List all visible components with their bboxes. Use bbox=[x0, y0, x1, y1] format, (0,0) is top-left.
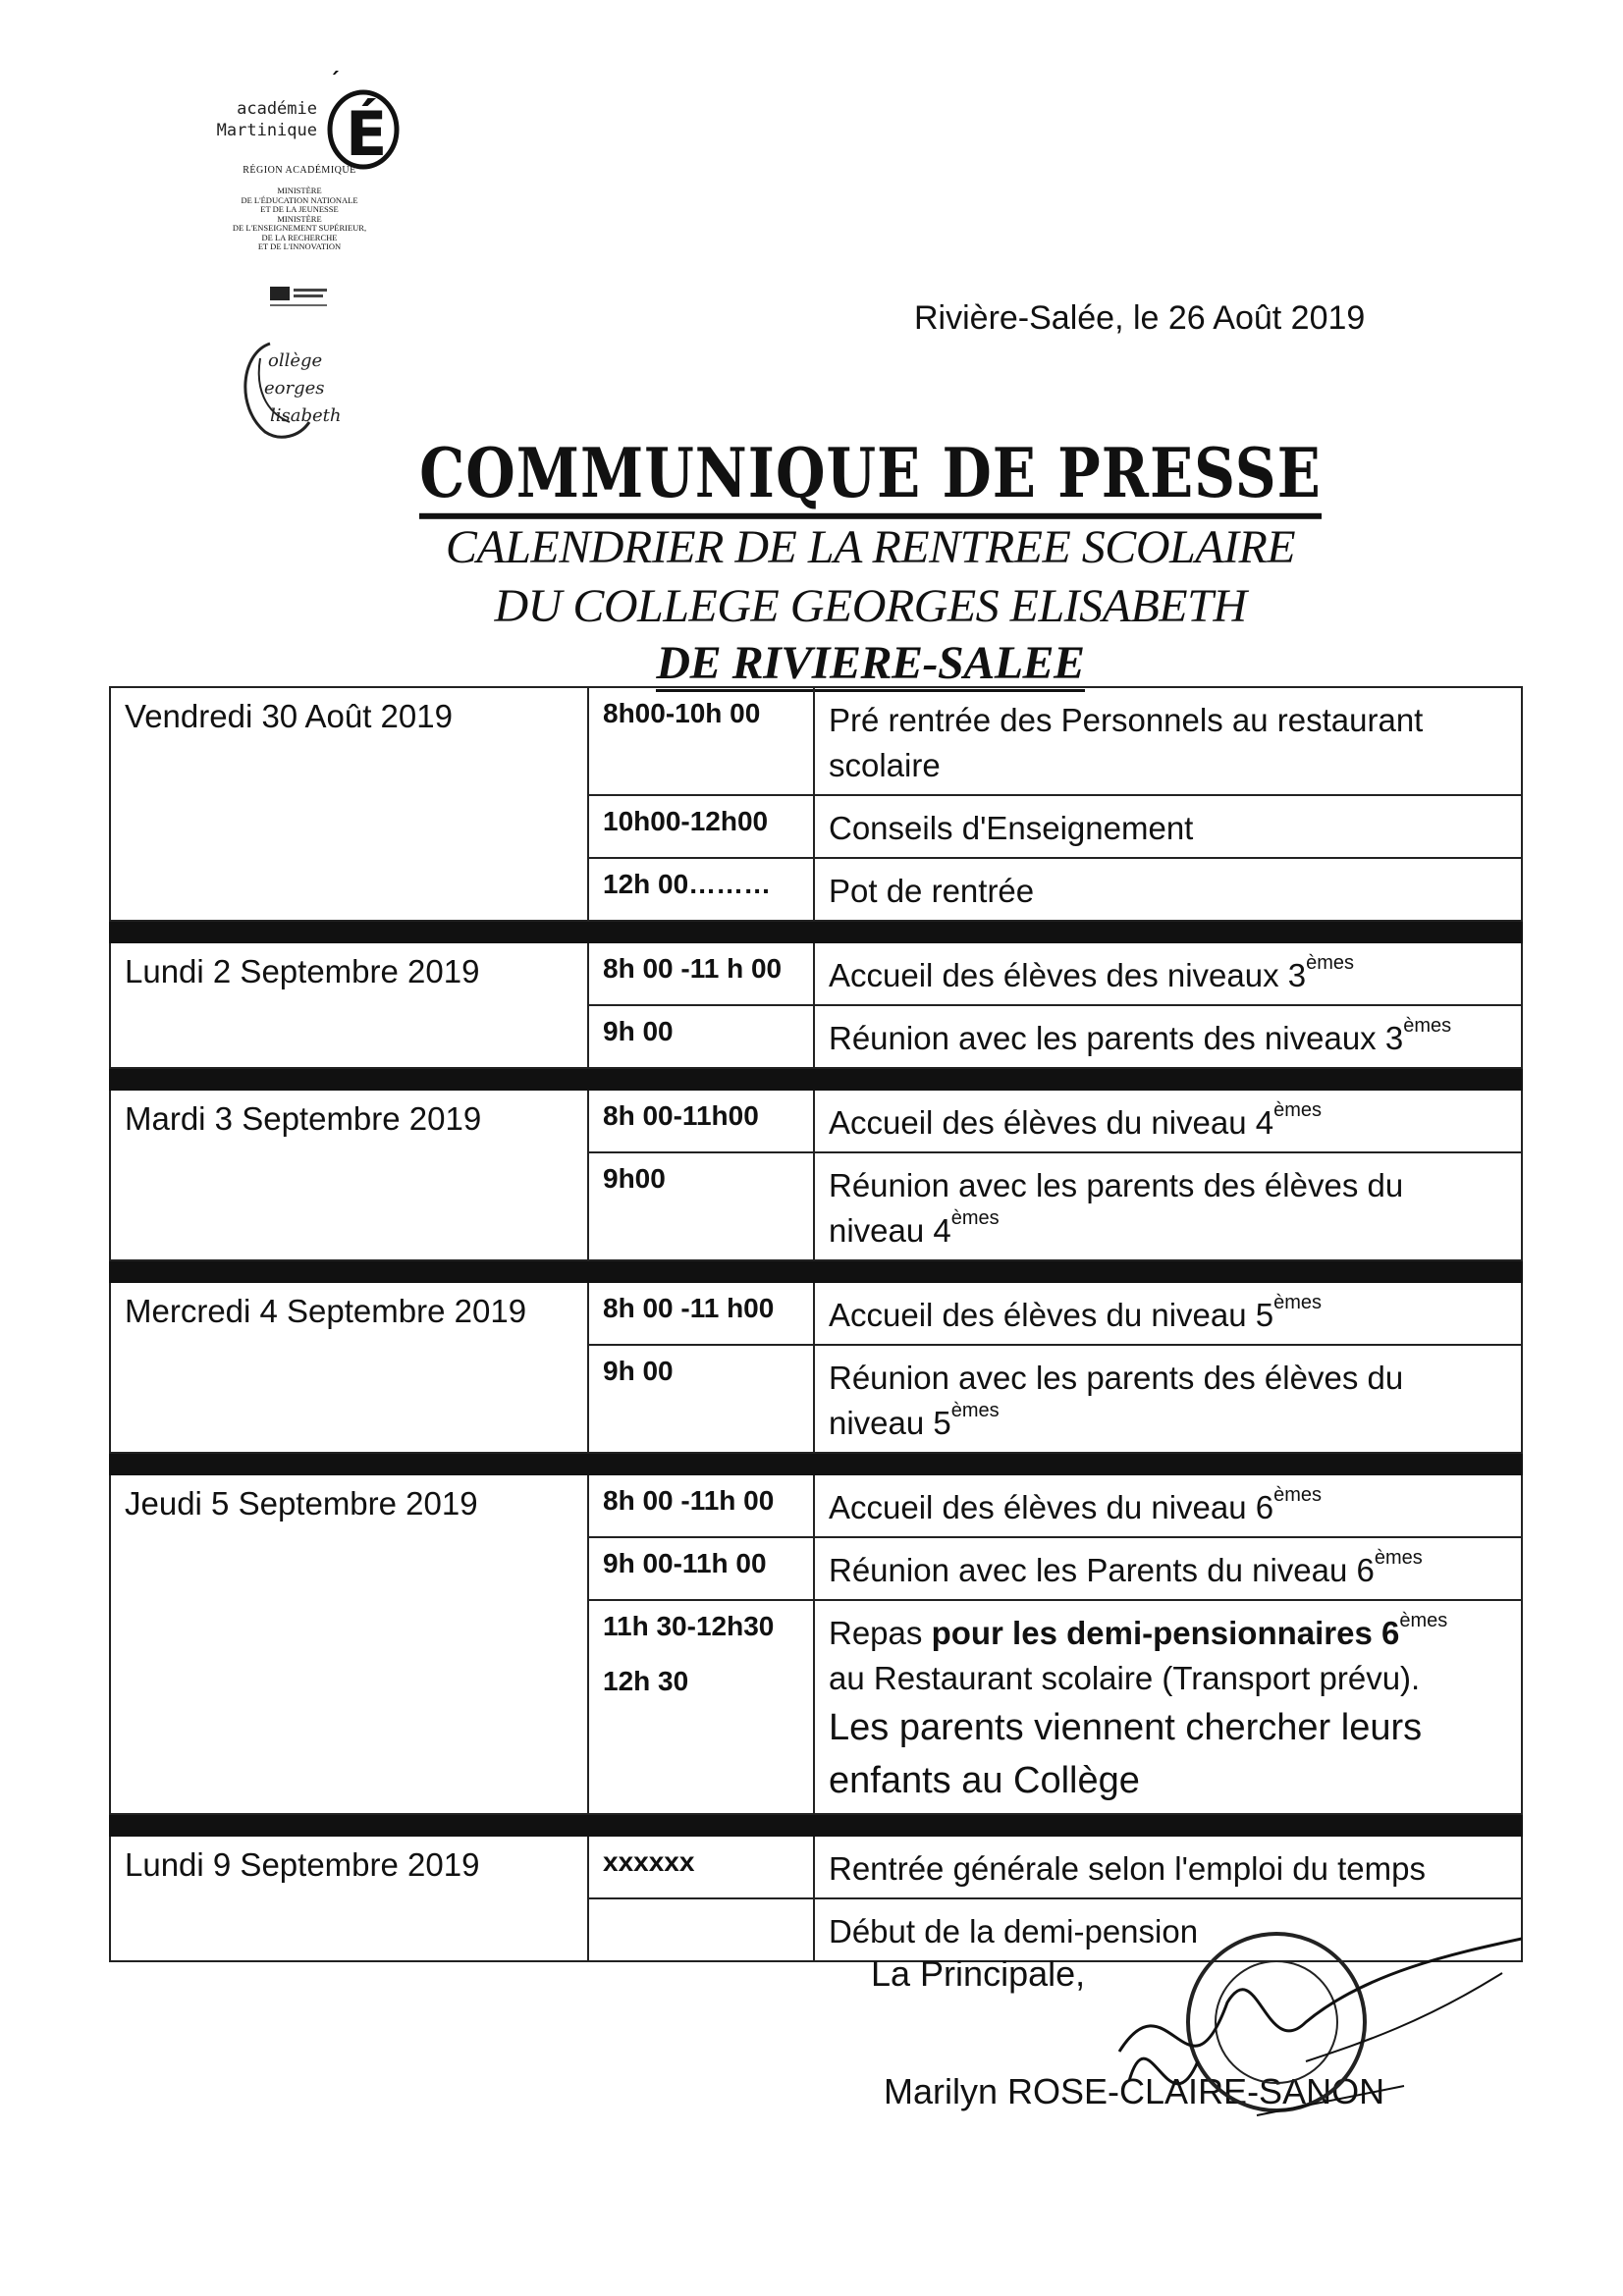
time-cell: 8h00-10h 00 bbox=[588, 687, 814, 795]
day-cell: Jeudi 5 Septembre 2019 bbox=[110, 1474, 588, 1814]
signature-title: La Principale, bbox=[871, 1953, 1086, 1994]
day-cell: Mardi 3 Septembre 2019 bbox=[110, 1090, 588, 1260]
separator-row bbox=[110, 921, 1522, 942]
table-row bbox=[110, 1282, 1522, 1345]
table-row bbox=[110, 1474, 1522, 1537]
table-row bbox=[110, 687, 1522, 795]
svg-text:eorges: eorges bbox=[264, 378, 325, 399]
table-row bbox=[110, 1090, 1522, 1152]
time-cell: 10h00-12h00 bbox=[588, 795, 814, 858]
svg-text:´: ´ bbox=[329, 70, 340, 94]
table-row bbox=[110, 942, 1522, 1005]
activity-cell: Réunion avec les parents des niveaux 3èmes bbox=[814, 1005, 1522, 1068]
day-cell: Lundi 9 Septembre 2019 bbox=[110, 1836, 588, 1961]
time-cell: 12h 00……… bbox=[588, 858, 814, 921]
separator-row bbox=[110, 1260, 1522, 1282]
activity-cell: Accueil des élèves du niveau 6èmes bbox=[814, 1474, 1522, 1537]
page-title: COMMUNIQUE DE PRESSE bbox=[0, 433, 1623, 513]
activity-cell: Accueil des élèves du niveau 5èmes bbox=[814, 1282, 1522, 1345]
schedule-table bbox=[109, 686, 1523, 1962]
activity-cell: Accueil des élèves du niveau 4èmes bbox=[814, 1090, 1522, 1152]
svg-text:É: É bbox=[346, 98, 388, 170]
table-row bbox=[110, 1836, 1522, 1898]
time-cell: 8h 00 -11 h 00 bbox=[588, 942, 814, 1005]
subtitle-line-2: DU COLLEGE GEORGES ELISABETH bbox=[494, 580, 1247, 632]
activity-cell: Pot de rentrée bbox=[814, 858, 1522, 921]
time-cell: xxxxxx bbox=[588, 1836, 814, 1898]
activity-cell: Accueil des élèves des niveaux 3èmes bbox=[814, 942, 1522, 1005]
activity-cell: Réunion avec les Parents du niveau 6èmes bbox=[814, 1537, 1522, 1600]
activity-cell: Pré rentrée des Personnels au restaurant scolaire bbox=[814, 687, 1522, 795]
time-cell: 8h 00-11h00 bbox=[588, 1090, 814, 1152]
region-academique: RÉGION ACADÉMIQUE bbox=[243, 165, 356, 176]
marianne-logo-icon bbox=[268, 285, 329, 312]
time-cell: 8h 00 -11 h00 bbox=[588, 1282, 814, 1345]
dateline: Rivière-Salée, le 26 Août 2019 bbox=[914, 299, 1366, 337]
time-cell: 8h 00 -11h 00 bbox=[588, 1474, 814, 1537]
time-cell: 9h 00 bbox=[588, 1345, 814, 1453]
activity-cell: Conseils d'Enseignement bbox=[814, 795, 1522, 858]
ministry-lines: MINISTÈRE DE L'ÉDUCATION NATIONALE ET DE LA JEUNESSE MINISTÈRE DE L'ENSEIGNEMENT SUPÉRIEUR, DE LA RECHERCHE ET DE L'INNOVATION bbox=[232, 186, 367, 251]
activity-cell: Rentrée générale selon l'emploi du temps bbox=[814, 1836, 1522, 1898]
svg-text:lisabeth: lisabeth bbox=[270, 405, 342, 426]
separator-row bbox=[110, 1068, 1522, 1090]
college-georges-elisabeth-logo-icon bbox=[231, 329, 349, 447]
subtitle-line-3: DE RIVIERE-SALEE bbox=[0, 636, 1623, 690]
day-cell: Lundi 2 Septembre 2019 bbox=[110, 942, 588, 1068]
signature-name: Marilyn ROSE-CLAIRE-SANON bbox=[884, 2071, 1385, 2111]
day-cell: Vendredi 30 Août 2019 bbox=[110, 687, 588, 921]
separator-row bbox=[110, 1814, 1522, 1836]
time-cell bbox=[588, 1898, 814, 1961]
activity-cell: Repas pour les demi-pensionnaires 6èmes au Restaurant scolaire (Transport prévu). Les parents viennent chercher leurs enfants au Collège bbox=[814, 1600, 1522, 1814]
activity-cell: Réunion avec les parents des élèves du niveau 5èmes bbox=[814, 1345, 1522, 1453]
activity-cell: Réunion avec les parents des élèves du niveau 4èmes bbox=[814, 1152, 1522, 1260]
time-cell: 9h 00-11h 00 bbox=[588, 1537, 814, 1600]
svg-text:ollège: ollège bbox=[268, 350, 323, 371]
separator-row bbox=[110, 1453, 1522, 1474]
academie-label: académie Martinique bbox=[216, 99, 317, 140]
activity-cell: Début de la demi-pension bbox=[814, 1898, 1522, 1961]
time-cell: 9h 00 bbox=[588, 1005, 814, 1068]
stamp-signature-icon bbox=[1109, 1914, 1522, 2150]
time-cell: 9h00 bbox=[588, 1152, 814, 1260]
day-cell: Mercredi 4 Septembre 2019 bbox=[110, 1282, 588, 1453]
subtitle-line-1: CALENDRIER DE LA RENTREE SCOLAIRE bbox=[445, 521, 1296, 573]
time-cell: 11h 30-12h30 12h 30 bbox=[588, 1600, 814, 1814]
